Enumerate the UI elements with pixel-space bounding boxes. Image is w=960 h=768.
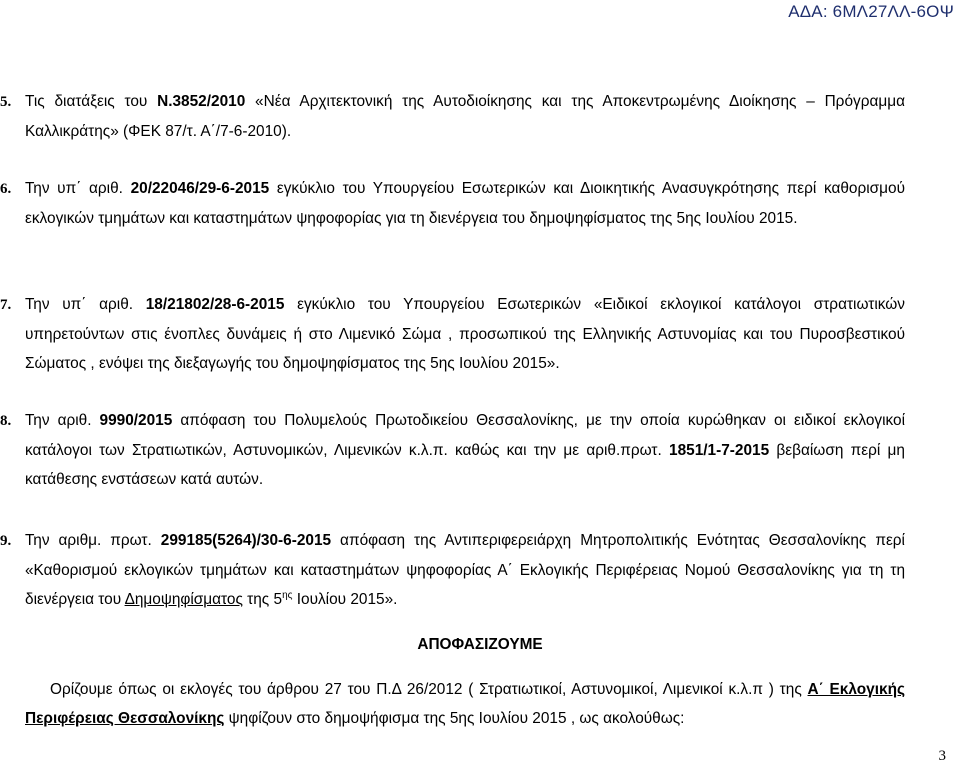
page-number: 3 — [938, 748, 946, 764]
item-number: 6. — [0, 181, 12, 197]
ada-header: ΑΔΑ: 6ΜΛ27ΛΛ-6ΟΨ — [788, 2, 954, 21]
item-text: Ιουλίου 2015». — [292, 591, 398, 608]
item-text: απόφαση της Αντιπεριφερειάρχη Μητροπολιτικής Ενότητας Θεσσαλονίκης περί «Καθορισμού εκλογικών τμημάτων και καταστημάτων ψηφοφορίας Α΄ Εκλογικής Περιφέρειας Νομού Θεσσαλονίκης για τη τη διενέργεια του — [25, 532, 905, 608]
ordinal-suffix: ης — [282, 589, 293, 601]
item-text: Τις διατάξεις του — [25, 93, 158, 110]
item-number: 8. — [0, 413, 12, 429]
electoral-district: Α΄ Εκλογικής Περιφέρειας Θεσσαλονίκης — [25, 681, 905, 727]
circular-reference: 20/22046/29-6-2015 — [130, 180, 270, 197]
item-text: Την υπ΄ αριθ. — [25, 180, 131, 197]
law-reference: Ν.3852/2010 — [157, 93, 246, 110]
item-number: 5. — [0, 94, 12, 110]
circular-reference: 18/21802/28-6-2015 — [145, 296, 285, 313]
closing-text: ψηφίζουν στο δημοψήφισμα της 5ης Ιουλίου 2015 , ως ακολούθως: — [224, 710, 685, 727]
item-text: εγκύκλιο του Υπουργείου Εσωτερικών «Ειδικοί εκλογικοί κατάλογοι στρατιωτικών υπηρετούντων στις ένοπλες δυνάμεις ή στο Λιμενικό Σώμα , προσωπικού της Ελληνικής Αστυνομίας και του Πυροσβεστικού Σώματος , ενόψει της διεξαγωγής του δημοψηφίσματος της 5ης Ιουλίου 2015». — [25, 296, 905, 372]
certificate-reference: 1851/1-7-2015 — [669, 442, 770, 459]
item-text: Την αριθ. — [25, 412, 100, 429]
item-text: Την αριθμ. πρωτ. — [25, 532, 161, 549]
list-item — [0, 174, 905, 233]
item-text: της 5 — [242, 591, 283, 608]
decision-reference: 9990/2015 — [99, 412, 173, 429]
item-number: 9. — [0, 533, 12, 549]
closing-paragraph — [25, 675, 905, 733]
closing-text: Ορίζουμε όπως οι εκλογές του άρθρου 27 του Π.Δ 26/2012 ( Στρατιωτικοί, Αστυνομικοί, Λιμενικοί κ.λ.π ) της — [50, 681, 802, 698]
list-item — [0, 290, 905, 378]
item-text: Την υπ΄ αριθ. — [25, 296, 146, 313]
item-text: απόφαση του Πολυμελούς Πρωτοδικείου Θεσσαλονίκης, με την οποία κυρώθηκαν οι ειδικοί εκλογικοί κατάλογοι των Στρατιωτικών, Αστυνομικών, Λιμενικών κ.λ.π. καθώς και την με αριθ.πρωτ. — [25, 412, 905, 459]
list-item — [0, 526, 905, 614]
item-text: «Νέα Αρχιτεκτονική της Αυτοδιοίκησης και της Αποκεντρωμένης Διοίκησης – Πρόγραμμα Καλλικράτης» (ΦΕΚ 87/τ. Α΄/7-6-2010). — [25, 93, 905, 140]
referendum-word: Δημοψηφίσματος — [124, 591, 243, 608]
item-number: 7. — [0, 297, 12, 313]
item-text: βεβαίωση περί μη κατάθεσης ενστάσεων κατά αυτών. — [25, 442, 905, 488]
decision-reference: 299185(5264)/30-6-2015 — [160, 532, 332, 549]
item-text: εγκύκλιο του Υπουργείου Εσωτερικών και Διοικητικής Ανασυγκρότησης περί καθορισμού εκλογικών τμημάτων και καταστημάτων ψηφοφορίας για τη διενέργεια του δημοψηφίσματος της 5ης Ιουλίου 2015. — [25, 180, 905, 227]
list-item — [0, 87, 905, 146]
decision-title: ΑΠΟΦΑΣΙΖΟΥΜΕ — [417, 636, 543, 653]
list-item — [0, 406, 905, 494]
